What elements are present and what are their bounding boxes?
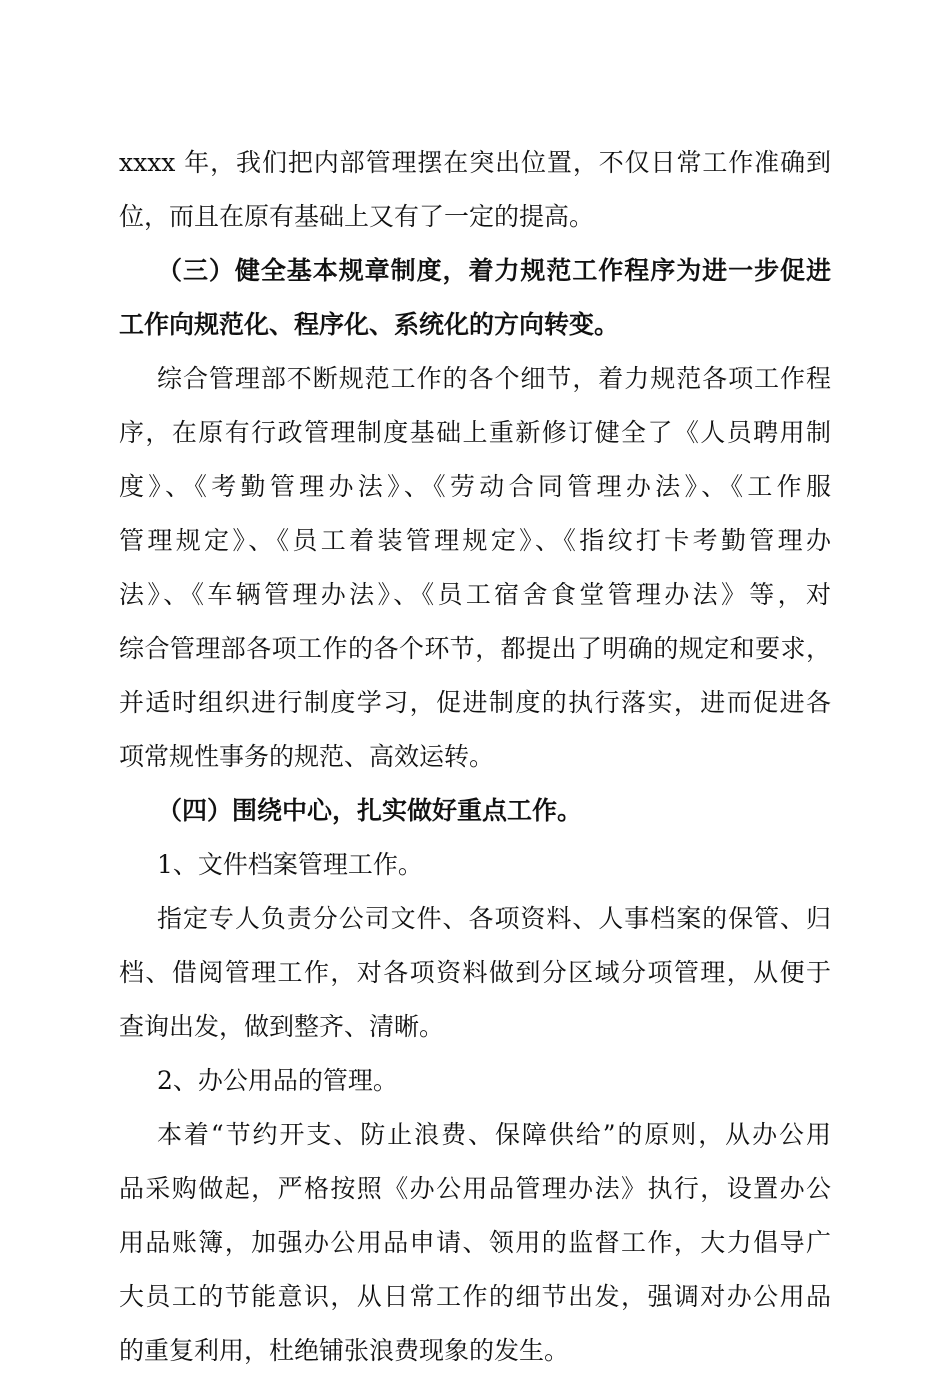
body-text-line: 度》、《考勤管理办法》、《劳动合同管理办法》、《工作服	[119, 472, 831, 501]
section-heading-line: （四）围绕中心，扎实做好重点工作。	[157, 796, 583, 825]
body-text-line: 综合管理部各项工作的各个环节，都提出了明确的规定和要求，	[119, 634, 831, 663]
body-text-line: 综合管理部不断规范工作的各个细节，着力规范各项工作程	[157, 364, 831, 393]
body-text-line: 管理规定》、《员工着装管理规定》、《指纹打卡考勤管理办	[119, 526, 831, 555]
body-text-line: 并适时组织进行制度学习，促进制度的执行落实，进而促进各	[119, 688, 831, 717]
body-text-line: 的重复利用，杜绝铺张浪费现象的发生。	[119, 1336, 570, 1365]
body-text-line: 本着“节约开支、防止浪费、保障供给”的原则，从办公用	[157, 1120, 831, 1149]
body-text-line: 品采购做起，严格按照《办公用品管理办法》执行，设置办公	[119, 1174, 831, 1203]
section-heading-line: （三）健全基本规章制度，着力规范工作程序为进一步促进	[157, 256, 831, 285]
body-text-line: 项常规性事务的规范、高效运转。	[119, 742, 495, 771]
subheading-line: 2、办公用品的管理。	[157, 1066, 398, 1095]
body-text-line: 用品账簿，加强办公用品申请、领用的监督工作，大力倡导广	[119, 1228, 831, 1257]
body-text-line: 序，在原有行政管理制度基础上重新修订健全了《人员聘用制	[119, 418, 831, 447]
body-text-line: 查询出发，做到整齐、清晰。	[119, 1012, 445, 1041]
body-text-line: 指定专人负责分公司文件、各项资料、人事档案的保管、归	[157, 904, 831, 933]
body-text-line: xxxx 年，我们把内部管理摆在突出位置，不仅日常工作准确到	[119, 148, 831, 177]
body-text-line: 档、借阅管理工作，对各项资料做到分区域分项管理，从便于	[119, 958, 831, 987]
body-text-line: 大员工的节能意识，从日常工作的细节出发，强调对办公用品	[119, 1282, 831, 1311]
subheading-line: 1、文件档案管理工作。	[157, 850, 423, 879]
body-text-line: 法》、《车辆管理办法》、《员工宿舍食堂管理办法》等，对	[119, 580, 831, 609]
section-heading-line: 工作向规范化、程序化、系统化的方向转变。	[119, 310, 620, 339]
document-page	[119, 136, 831, 1378]
body-text-line: 位，而且在原有基础上又有了一定的提高。	[119, 202, 595, 231]
